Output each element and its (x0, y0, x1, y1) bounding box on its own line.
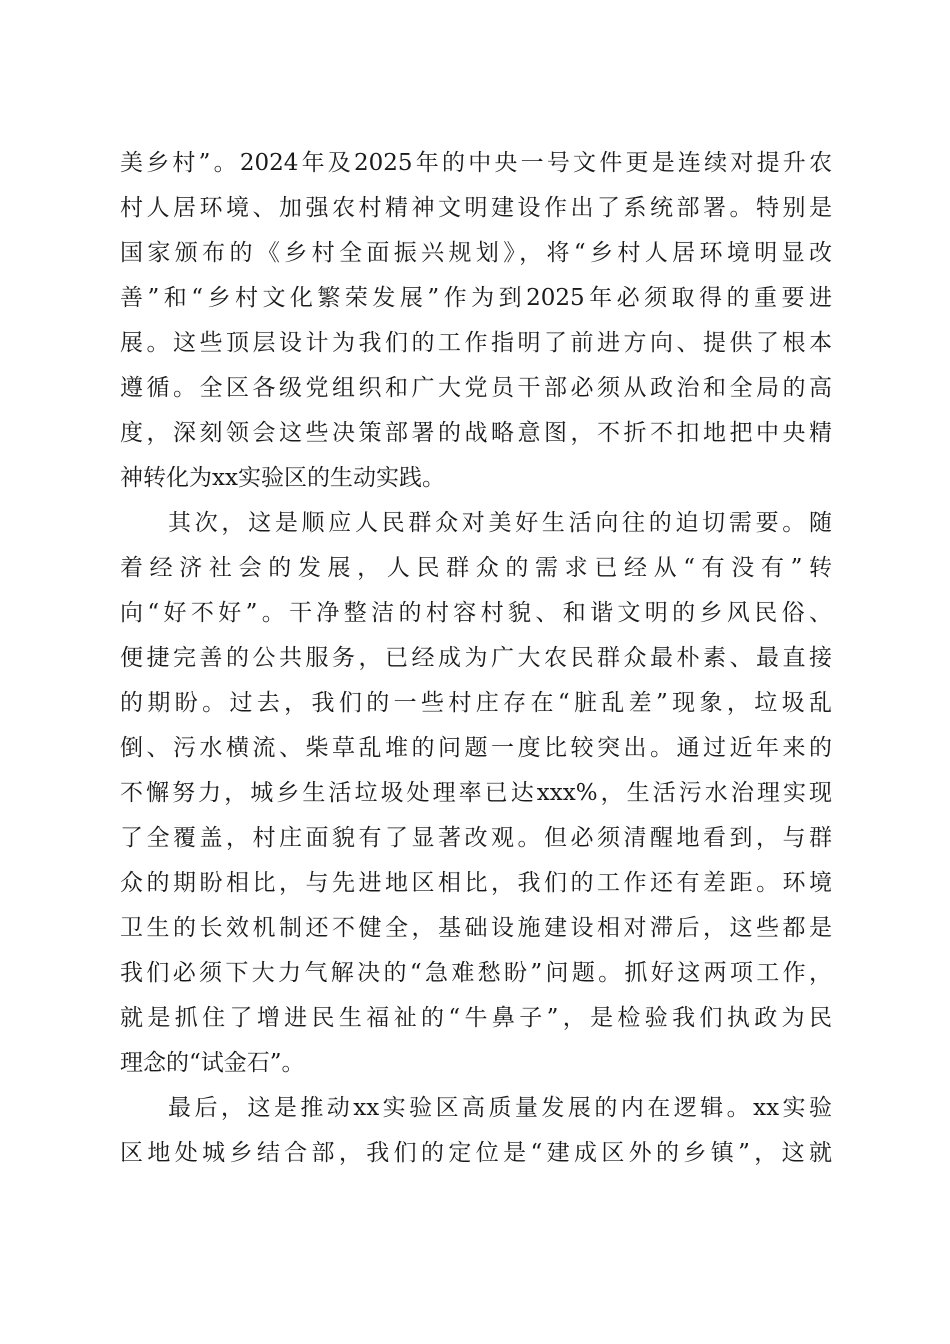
text-line: 倒、污水横流、柴草乱堆的问题一度比较突出。通过近年来的 (120, 735, 832, 761)
text-line: 其次，这是顺应人民群众对美好生活向往的迫切需要。随 (168, 510, 832, 536)
text-line: 国家颁布的《乡村全面振兴规划》，将“乡村人居环境明显改 (120, 240, 832, 266)
paragraph-2 (120, 501, 832, 1086)
document-body (120, 141, 832, 1176)
paragraph-1 (120, 141, 832, 501)
text-line: 不懈努力，城乡生活垃圾处理率已达xxx%，生活污水治理实现 (120, 780, 832, 806)
text-line: 我们必须下大力气解决的“急难愁盼”问题。抓好这两项工作， (120, 960, 832, 986)
text-line: 了全覆盖，村庄面貌有了显著改观。但必须清醒地看到，与群 (120, 825, 832, 851)
text-line: 善”和“乡村文化繁荣发展”作为到2025年必须取得的重要进 (120, 285, 832, 311)
text-line: 就是抓住了增进民生福祉的“牛鼻子”，是检验我们执政为民 (120, 1005, 832, 1031)
text-line: 遵循。全区各级党组织和广大党员干部必须从政治和全局的高 (120, 375, 832, 401)
text-line: 理念的“试金石”。 (120, 1050, 305, 1076)
text-line: 展。这些顶层设计为我们的工作指明了前进方向、提供了根本 (120, 330, 832, 356)
text-line: 度，深刻领会这些决策部署的战略意图，不折不扣地把中央精 (120, 420, 832, 446)
text-line: 向“好不好”。干净整洁的村容村貌、和谐文明的乡风民俗、 (120, 600, 832, 626)
text-line: 神转化为xx实验区的生动实践。 (120, 465, 445, 491)
text-line: 美乡村”。2024年及2025年的中央一号文件更是连续对提升农 (120, 150, 832, 176)
paragraph-3 (120, 1086, 832, 1176)
text-line: 的期盼。过去，我们的一些村庄存在“脏乱差”现象，垃圾乱 (120, 690, 832, 716)
text-line: 卫生的长效机制还不健全，基础设施建设相对滞后，这些都是 (120, 915, 832, 941)
text-line: 便捷完善的公共服务，已经成为广大农民群众最朴素、最直接 (120, 645, 832, 671)
text-line: 着经济社会的发展，人民群众的需求已经从“有没有”转 (120, 555, 832, 581)
text-line: 区地处城乡结合部，我们的定位是“建成区外的乡镇”，这就 (120, 1140, 832, 1166)
text-line: 众的期盼相比，与先进地区相比，我们的工作还有差距。环境 (120, 870, 832, 896)
text-line: 最后，这是推动xx实验区高质量发展的内在逻辑。xx实验 (168, 1095, 832, 1121)
text-line: 村人居环境、加强农村精神文明建设作出了系统部署。特别是 (120, 195, 832, 221)
